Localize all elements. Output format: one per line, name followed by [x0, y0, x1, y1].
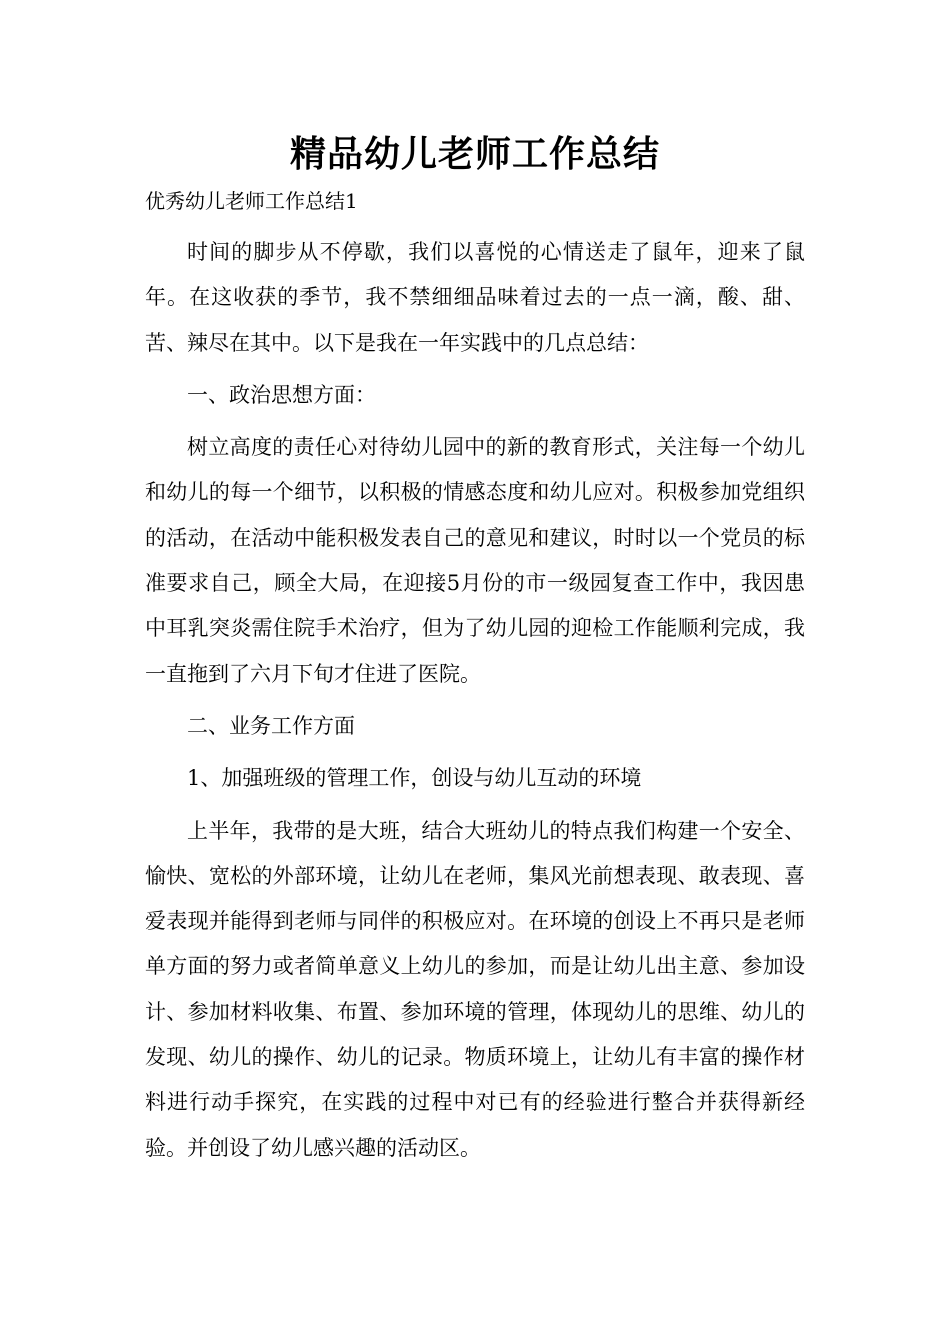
paragraph-politics: 树立高度的责任心对待幼儿园中的新的教育形式，关注每一个幼儿和幼儿的每一个细节，以积极的情感态度和幼儿应对。积极参加党组织的活动，在活动中能积极发表自己的意见和建议，时时以一个党员的标准要求自己，顾全大局，在迎接5月份的市一级园复查工作中，我因患中耳乳突炎需住院手术治疗，但为了幼儿园的迎检工作能顺利完成，我一直拖到了六月下旬才住进了医院。 — [145, 435, 805, 686]
document-title: 精品幼儿老师工作总结 — [289, 133, 660, 175]
paragraph-intro: 时间的脚步从不停歇，我们以喜悦的心情送走了鼠年，迎来了鼠年。在这收获的季节，我不禁细细品味着过去的一点一滴，酸、甜、苦、辣尽在其中。以下是我在一年实践中的几点总结： — [145, 240, 805, 355]
section-heading-politics: 一、政治思想方面： — [187, 382, 376, 407]
paragraph-class-management: 上半年，我带的是大班，结合大班幼儿的特点我们构建一个安全、愉快、宽松的外部环境，让幼儿在老师，集风光前想表现、敢表现、喜爱表现并能得到老师与同伴的积极应对。在环境的创设上不再只是老师单方面的努力或者简单意义上幼儿的参加，而是让幼儿出主意、参加设计、参加材料收集、布置、参加环境的管理，体现幼儿的思维、幼儿的发现、幼儿的操作、幼儿的记录。物质环境上，让幼儿有丰富的操作材料进行动手探究，在实践的过程中对已有的经验进行整合并获得新经验。并创设了幼儿感兴趣的活动区。 — [145, 818, 805, 1160]
document-body — [145, 230, 805, 1178]
document-subtitle: 优秀幼儿老师工作总结1 — [145, 189, 358, 213]
subsection-heading-class-management: 1、加强班级的管理工作，创设与幼儿互动的环境 — [187, 766, 642, 791]
section-heading-work: 二、业务工作方面 — [187, 713, 355, 738]
